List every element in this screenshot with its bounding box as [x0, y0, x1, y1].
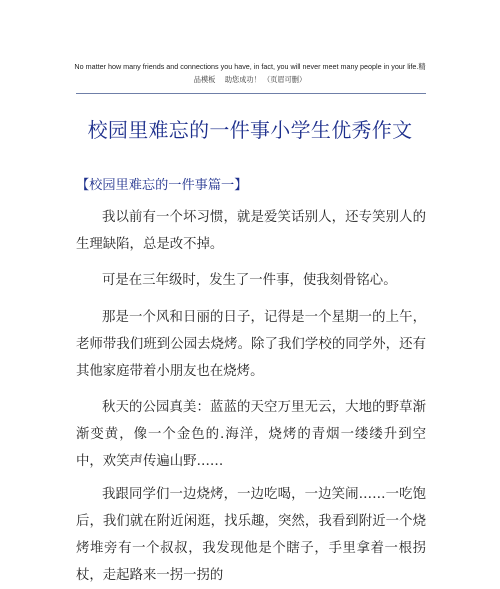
paragraph-2: 可是在三年级时，发生了一件事，使我刻骨铭心。 [102, 273, 397, 288]
paragraph-5: 我跟同学们一边烧烤，一边吃喝，一边笑闹……一吃饱后，我们就在附近闲逛，找乐趣，突然，我看到附近一个烧烤堆旁有一个叔叔，我发现他是个瞎子，手里拿着一根拐杖，走起路来一拐一拐的 [76, 487, 426, 583]
document-title: 校园里难忘的一件事小学生优秀作文 [87, 118, 413, 142]
header-quote: No matter how many friends and connections you have, in fact, you will never meet many people in your life.精 [74, 62, 426, 71]
header-divider [76, 93, 426, 94]
paragraph-1: 我以前有一个坏习惯，就是爱笑话别人，还专笑别人的生理缺陷，总是改不掉。 [76, 210, 426, 252]
section-heading: 【校园里难忘的一件事篇一】 [76, 178, 248, 193]
header-subline: 品模板 助您成功！ （页眉可删） [193, 75, 307, 84]
paragraph-3: 那是一个风和日丽的日子，记得是一个星期一的上午，老师带我们班到公园去烧烤。除了我们学校的同学外，还有其他家庭带着小朋友也在烧烤。 [76, 310, 426, 379]
paragraph-4: 秋天的公园真美：蓝蓝的天空万里无云，大地的野草渐渐变黄，像一个金色的.海洋，烧烤的青烟一缕缕升到空中，欢笑声传遍山野…… [76, 400, 426, 469]
